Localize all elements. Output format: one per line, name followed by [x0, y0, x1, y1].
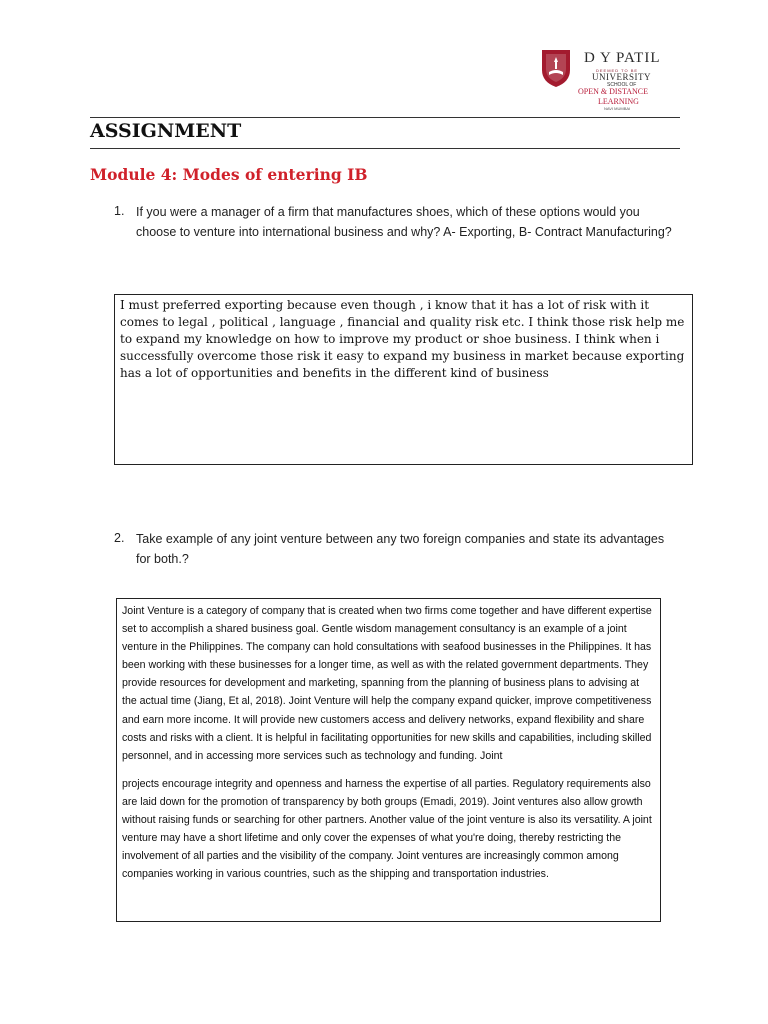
answer-1-box[interactable] [114, 294, 693, 465]
page-title: ASSIGNMENT [90, 120, 242, 142]
logo-learning: LEARNING [598, 97, 639, 106]
question-2-text: Take example of any joint venture between any two foreign companies and state its advantages for both.? [136, 532, 665, 566]
university-seal-icon [540, 48, 572, 88]
logo-city: NAVI MUMBAI [604, 106, 631, 111]
logo-tagline: DEEMED TO BE [596, 68, 639, 73]
answer-2-paragraph-2: projects encourage integrity and openness and harness the expertise of all parties. Regulatory requirements also are laid down for the promotion of transparency by both groups (Emadi, 2019). Joint ventures also allow growth without raising funds or searching for other partners. Another value of the joint venture is also its versatility. A joint venture may have a short lifetime and only cover the expenses of what you're doing, thereby restricting the involvement of all parties and the visibility of the company. Joint ventures are increasingly common among companies working in various countries, such as the shipping and transportation industries. [122, 777, 652, 881]
title-divider [90, 148, 680, 149]
module-heading: Module 4: Modes of entering IB [90, 165, 368, 184]
question-1-text: If you were a manager of a firm that manufactures shoes, which of these options would you choose to venture into international business and why? A- Exporting, B- Contract Manufacturing? [136, 205, 672, 239]
logo-school: SCHOOL OF [607, 82, 637, 88]
question-2-number: 2. [114, 531, 125, 545]
logo-name: D Y PATIL [584, 50, 661, 66]
university-logo [540, 44, 670, 118]
top-divider [90, 117, 680, 118]
logo-open-distance: OPEN & DISTANCE [578, 87, 649, 96]
logo-university: UNIVERSITY [592, 72, 651, 82]
answer-1-text: I must preferred exporting because even though , i know that it has a lot of risk with it comes to legal , political , language , financial and quality risk etc. I think those risk help me to expand my knowledge on how to improve my product or shoe business. I think when i successfully overcome those risk it easy to expand my business in market because exporting has a lot of opportunities and benefits in the different kind of business [120, 298, 685, 380]
answer-2-paragraph-1: Joint Venture is a category of company that is created when two firms come together and have different expertise set to accomplish a shared business goal. Gentle wisdom management consultancy is an example of a joint venture in the Philippines. The company can hold consultations with seafood businesses in the Philippines. It has been working with these businesses for a longer time, as well as with the related government departments. They provide resources for development and marketing, spanning from the planning of business plans to advising at the actual time (Jiang, Et al, 2018). Joint Venture will help the company expand quicker, improve competitiveness and earn more income. It will provide new customers access and delivery networks, expand flexibility and share costs and risks with a client. It is helpful in facilitating opportunities for new skills and capabilities, including skilled personnel, and in accessing more services such as technology and funding. Joint [122, 605, 652, 762]
answer-2-box[interactable] [116, 598, 661, 922]
question-1-number: 1. [114, 204, 125, 218]
